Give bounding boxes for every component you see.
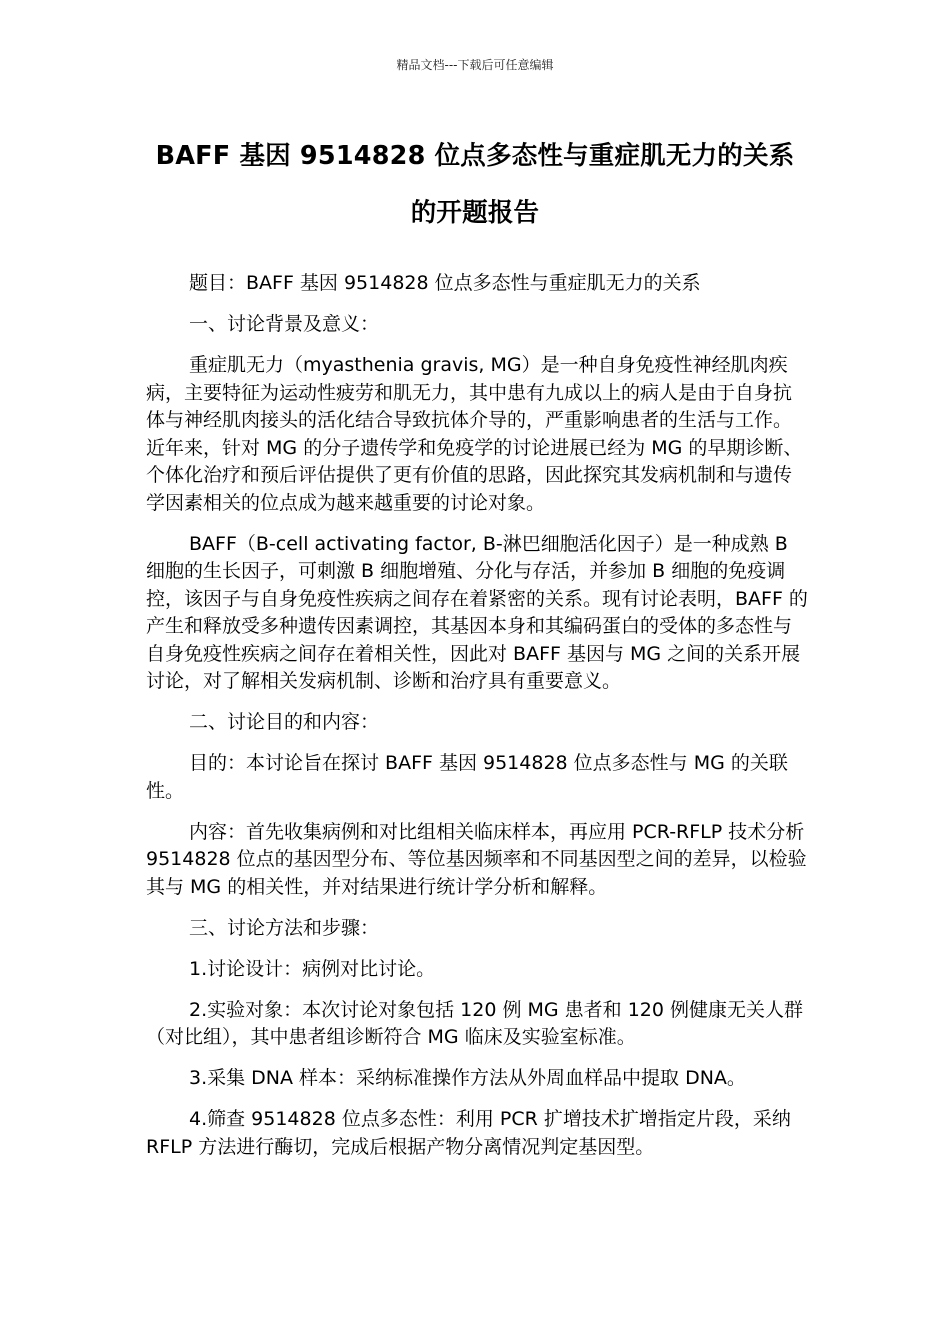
section-heading-background: 一、讨论背景及意义： — [189, 313, 380, 335]
paragraph-mg-background: 重症肌无力（myasthenia gravis, MG）是一种自身免疫性神经肌肉疾病，主要特征为运动性疲劳和肌无力，其中患有九成以上的病人是由于自身抗体与神经肌肉接头的活化结合导致抗体介导的，严重影响患者的生活与工作。近年来，针对 MG 的分子遗传学和免疫学的讨论进展已经为 MG 的早期诊断、个体化治疗和预后评估提供了更有价值的思路，因此探究其发病机制和与遗传学因素相关的位点成为越来越重要的讨论对象。 — [146, 354, 803, 514]
paragraph-topic: 题目：BAFF 基因 9514828 位点多态性与重症肌无力的关系 — [189, 272, 701, 294]
paragraph-baff-background: BAFF（B-cell activating factor, B-淋巴细胞活化因子）是一种成熟 B 细胞的生长因子，可刺激 B 细胞增殖、分化与存活，并参加 B 细胞的免疫调控，该因子与自身免疫性疾病之间存在着紧密的关系。现有讨论表明，BAFF 的产生和释放受多种遗传因素调控，其基因本身和其编码蛋白的受体的多态性与自身免疫性疾病之间存在着相关性，因此对 BAFF 基因与 MG 之间的关系开展讨论，对了解相关发病机制、诊断和治疗具有重要意义。 — [146, 532, 808, 692]
header-note: 精品文档---下载后可任意编辑 — [396, 58, 554, 72]
section-heading-objectives: 二、讨论目的和内容： — [189, 711, 380, 733]
method-step-4: 4.筛查 9514828 位点多态性：利用 PCR 扩增技术扩增指定片段，采纳 RFLP 方法进行酶切，完成后根据产物分离情况判定基因型。 — [146, 1108, 791, 1158]
section-heading-methods: 三、讨论方法和步骤： — [189, 916, 380, 939]
method-step-2: 2.实验对象：本次讨论对象包括 120 例 MG 患者和 120 例健康无关人群（对比组），其中患者组诊断符合 MG 临床及实验室标准。 — [146, 998, 804, 1048]
document-title — [140, 128, 810, 242]
paragraph-content: 内容：首先收集病例和对比组相关临床样本，再应用 PCR-RFLP 技术分析 9514828 位点的基因型分布、等位基因频率和不同基因型之间的差异，以检验其与 MG 的相关性，并对结果进行统计学分析和解释。 — [146, 820, 807, 898]
method-step-3: 3.采集 DNA 样本：采纳标准操作方法从外周血样品中提取 DNA。 — [189, 1067, 746, 1089]
title-line-1: BAFF 基因 9514828 位点多态性与重症肌无力的关系 — [155, 141, 795, 171]
title-line-2: 的开题报告 — [410, 198, 540, 228]
document-body — [146, 270, 808, 1175]
paragraph-objective: 目的：本讨论旨在探讨 BAFF 基因 9514828 位点多态性与 MG 的关联性。 — [146, 752, 788, 802]
method-step-1: 1.讨论设计：病例对比讨论。 — [189, 957, 436, 980]
